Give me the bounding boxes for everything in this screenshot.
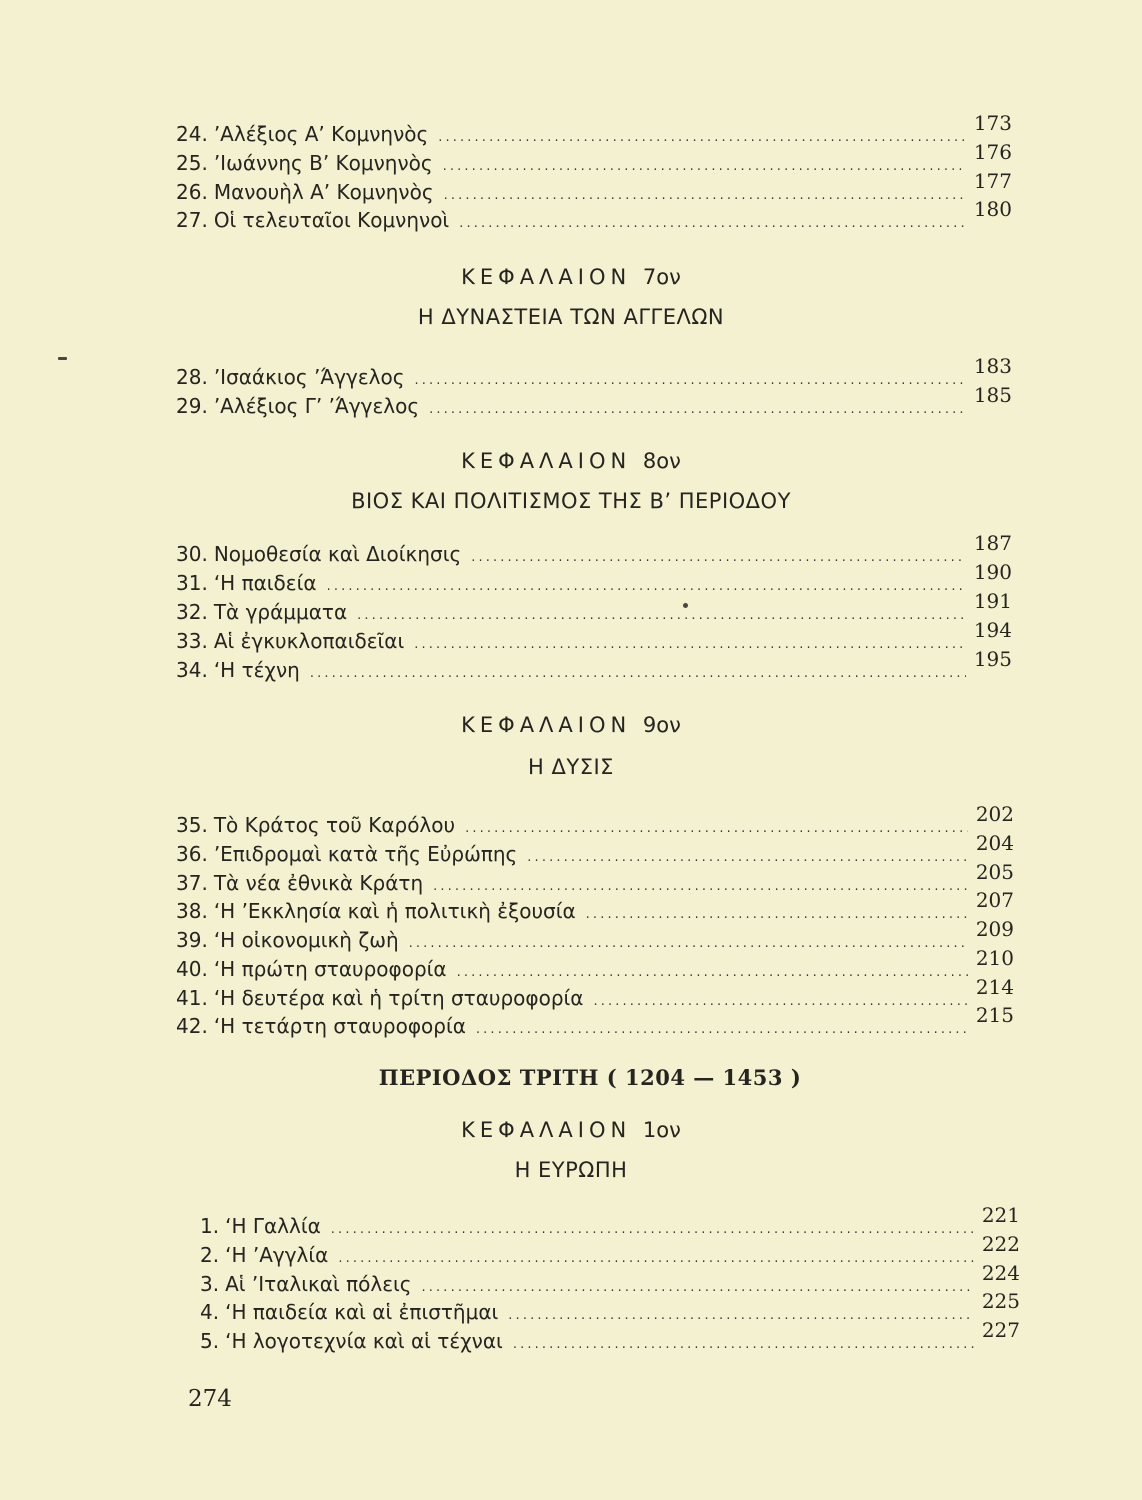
entry-title: ‘Η παιδεία καὶ αἱ ἐπιστῆμαι (225, 1300, 499, 1324)
dot-leader (331, 1222, 974, 1237)
entry-page-number: 173 (973, 111, 1012, 135)
dot-leader (513, 1337, 974, 1352)
entry-page-number: 195 (973, 647, 1012, 671)
entry-title: Τὰ νέα ἐθνικὰ Κράτη (213, 871, 424, 895)
entry-number: 41. (176, 986, 208, 1010)
toc-entry (176, 917, 1014, 958)
toc-entry (176, 831, 1014, 872)
entry-page-number: 221 (981, 1203, 1020, 1227)
entry-page-number: 207 (975, 888, 1014, 912)
entry-page-number: 209 (975, 917, 1014, 941)
entry-page-number: 176 (973, 140, 1012, 164)
chapter-heading (0, 265, 1142, 289)
toc-entry (176, 975, 1014, 1016)
entry-number: 40. (176, 957, 208, 981)
entry-page-number: 214 (975, 975, 1014, 999)
entry-number: 29. (176, 394, 208, 418)
toc-entry (200, 1261, 1020, 1302)
entry-number: 42. (176, 1014, 208, 1038)
toc-entry (176, 140, 1012, 181)
entry-number: 35. (176, 813, 208, 837)
toc-entry (176, 860, 1014, 901)
print-mark (683, 603, 688, 608)
entry-title: Τὰ γράμματα (213, 600, 348, 624)
dot-leader (433, 879, 968, 894)
entry-title: Αἱ ’Ιταλικαὶ πόλεις (225, 1272, 412, 1296)
entry-title: ‘Η πρώτη σταυροφορία (213, 957, 447, 981)
chapter-heading (0, 713, 1142, 737)
entry-number: 27. (176, 208, 208, 232)
entry-page-number: 191 (973, 589, 1012, 613)
dot-leader (357, 608, 966, 623)
entry-number: 37. (176, 871, 208, 895)
toc-entry (176, 946, 1014, 987)
dot-leader (415, 373, 966, 388)
toc-entry (176, 1003, 1014, 1044)
entry-page-number: 190 (973, 560, 1012, 584)
entry-number: 3. (200, 1272, 220, 1296)
entry-number: 24. (176, 122, 208, 146)
chapter-label: ΚΕΦΑΛΑΙΟΝ (461, 713, 632, 737)
entry-number: 36. (176, 842, 208, 866)
entry-title: Οἱ τελευταῖοι Κομνηνοὶ (213, 208, 450, 232)
entry-number: 5. (200, 1329, 220, 1353)
chapter-ordinal: 1ον (642, 1118, 681, 1142)
entry-title: ‘Η τετάρτη σταυροφορία (213, 1014, 466, 1038)
entry-title: ‘Η δευτέρα καὶ ἡ τρίτη σταυροφορία (213, 986, 584, 1010)
dot-leader (310, 666, 966, 681)
chapter-subtitle: Η ΔΥΣΙΣ (528, 755, 614, 779)
entry-title: ‘Η παιδεία (213, 571, 317, 595)
period-heading: ΠΕΡΙΟΔΟΣ ΤΡΙΤΗ ( 1204 — 1453 ) (378, 1065, 802, 1090)
dot-leader (422, 1280, 974, 1295)
dot-leader (527, 850, 968, 865)
toc-entry (176, 888, 1014, 929)
entry-title: Μανουὴλ Α’ Κομνηνὸς (213, 180, 434, 204)
entry-title: ’Αλέξιος Α’ Κομνηνὸς (213, 122, 429, 146)
toc-entry (200, 1289, 1020, 1330)
dot-leader (459, 216, 966, 231)
dot-leader (327, 579, 966, 594)
entry-number: 28. (176, 365, 208, 389)
entry-page-number: 183 (973, 354, 1012, 378)
toc-entry (176, 618, 1012, 659)
entry-title: ‘Η ’Εκκλησία καὶ ἡ πολιτικὴ ἐξουσία (213, 899, 576, 923)
dot-leader (471, 550, 966, 565)
entry-page-number: 194 (973, 618, 1012, 642)
chapter-label: ΚΕΦΑΛΑΙΟΝ (461, 449, 632, 473)
dot-leader (414, 637, 966, 652)
toc-entry (200, 1203, 1020, 1244)
entry-title: ‘Η ’Αγγλία (225, 1243, 329, 1267)
entry-number: 30. (176, 542, 208, 566)
toc-entry (176, 560, 1012, 601)
entry-page-number: 210 (975, 946, 1014, 970)
entry-number: 34. (176, 658, 208, 682)
dot-leader (438, 130, 966, 145)
toc-entry (200, 1318, 1020, 1359)
dot-leader (338, 1251, 973, 1266)
entry-page-number: 204 (975, 831, 1014, 855)
entry-title: Αἱ ἐγκυκλοπαιδεῖαι (213, 629, 405, 653)
entry-title: ‘Η οἰκονομικὴ ζωὴ (213, 928, 399, 952)
entry-title: ‘Η λογοτεχνία καὶ αἱ τέχναι (225, 1329, 503, 1353)
entry-page-number: 202 (975, 802, 1014, 826)
toc-entry (176, 647, 1012, 688)
entry-number: 31. (176, 571, 208, 595)
entry-number: 1. (200, 1214, 220, 1238)
chapter-ordinal: 7ον (642, 265, 681, 289)
dot-leader (429, 402, 966, 417)
entry-number: 4. (200, 1300, 220, 1324)
dot-leader (593, 994, 967, 1009)
toc-entry (176, 802, 1014, 843)
entry-page-number: 222 (981, 1232, 1020, 1256)
toc-entry (176, 589, 1012, 630)
dot-leader (457, 965, 968, 980)
entry-title: ’Ιωάννης Β’ Κομνηνὸς (213, 151, 433, 175)
entry-title: ‘Η Γαλλία (225, 1214, 321, 1238)
page-number: 274 (188, 1386, 232, 1412)
entry-title: Τὸ Κράτος τοῦ Καρόλου (213, 813, 456, 837)
entry-page-number: 205 (975, 860, 1014, 884)
chapter-ordinal: 8ον (642, 449, 681, 473)
toc-entry (200, 1232, 1020, 1273)
entry-number: 2. (200, 1243, 220, 1267)
toc-entry (176, 383, 1012, 424)
dot-leader (476, 1022, 968, 1037)
entry-page-number: 227 (981, 1318, 1020, 1342)
toc-entry (176, 531, 1012, 572)
toc-entry (176, 169, 1012, 210)
entry-page-number: 187 (973, 531, 1012, 555)
entry-page-number: 225 (981, 1289, 1020, 1313)
chapter-label: ΚΕΦΑΛΑΙΟΝ (461, 1118, 632, 1142)
entry-page-number: 215 (975, 1003, 1014, 1027)
print-mark (58, 357, 67, 360)
entry-number: 32. (176, 600, 208, 624)
entry-page-number: 185 (973, 383, 1012, 407)
entry-title: Νομοθεσία καὶ Διοίκησις (213, 542, 462, 566)
entry-number: 39. (176, 928, 208, 952)
dot-leader (444, 188, 966, 203)
entry-number: 33. (176, 629, 208, 653)
entry-title: ’Ισαάκιος ’Άγγελος (213, 365, 405, 389)
chapter-subtitle: Η ΔΥΝΑΣΤΕΙΑ ΤΩΝ ΑΓΓΕΛΩΝ (417, 305, 725, 329)
toc-entry (176, 354, 1012, 395)
dot-leader (508, 1308, 974, 1323)
entry-title: ‘Η τέχνη (213, 658, 300, 682)
dot-leader (409, 936, 968, 951)
toc-entry (176, 197, 1012, 238)
chapter-label: ΚΕΦΑΛΑΙΟΝ (461, 265, 632, 289)
entry-title: ’Επιδρομαὶ κατὰ τῆς Εὐρώπης (213, 842, 518, 866)
toc-entry (176, 111, 1012, 152)
dot-leader (586, 907, 968, 922)
entry-page-number: 224 (981, 1261, 1020, 1285)
dot-leader (465, 821, 968, 836)
chapter-heading (0, 1118, 1142, 1142)
entry-page-number: 180 (973, 197, 1012, 221)
entry-number: 38. (176, 899, 208, 923)
chapter-heading (0, 449, 1142, 473)
entry-page-number: 177 (973, 169, 1012, 193)
dot-leader (443, 159, 966, 174)
chapter-subtitle: ΒΙΟΣ ΚΑΙ ΠΟΛΙΤΙΣΜΟΣ ΤΗΣ Β’ ΠΕΡΙΟΔΟΥ (351, 489, 791, 513)
chapter-subtitle: Η ΕΥΡΩΠΗ (514, 1158, 628, 1182)
entry-number: 25. (176, 151, 208, 175)
entry-number: 26. (176, 180, 208, 204)
chapter-ordinal: 9ον (642, 713, 681, 737)
entry-title: ’Αλέξιος Γ’ ’Άγγελος (213, 394, 420, 418)
